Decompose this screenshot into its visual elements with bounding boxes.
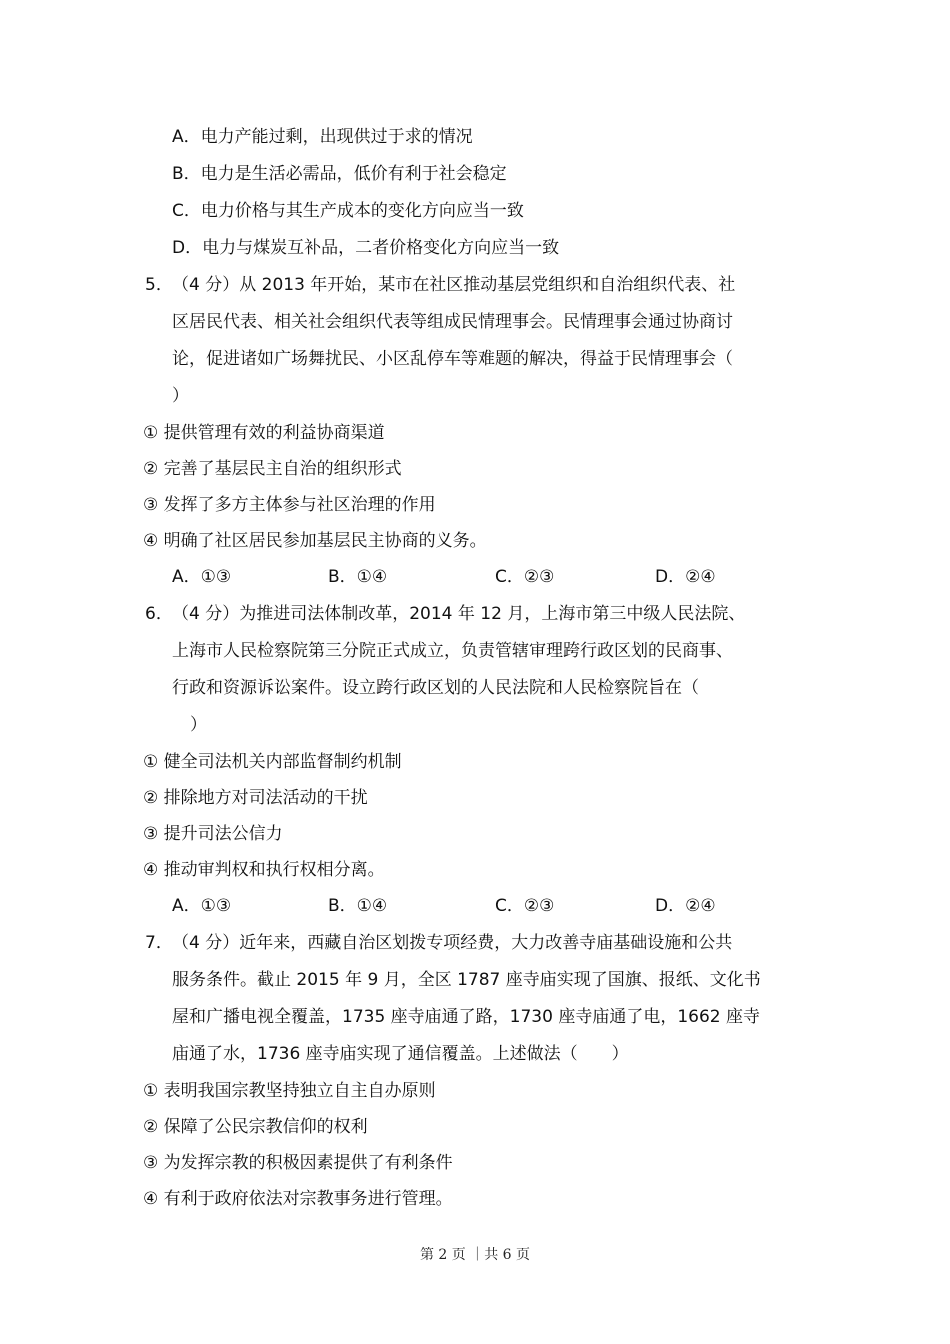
q6-number: 6．	[145, 604, 173, 624]
q4-option-b: B．电力是生活必需品，低价有利于社会稳定	[172, 164, 507, 184]
q5-choice-c: C．②③	[495, 567, 555, 587]
q5-statement-1: ① 提供管理有效的利益协商渠道	[143, 423, 385, 443]
q7-stem-line-2: 服务条件。截止 2015 年 9 月，全区 1787 座寺庙实现了国旗、报纸、文化书	[172, 970, 761, 990]
q6-statement-3: ③ 提升司法公信力	[143, 824, 283, 844]
q5-stem-line-3: 论，促进诸如广场舞扰民、小区乱停车等难题的解决，得益于民情理事会（	[172, 349, 733, 369]
q6-choice-d: D．②④	[655, 896, 716, 916]
q6-stem-line-3: 行政和资源诉讼案件。设立跨行政区划的人民法院和人民检察院旨在（	[172, 678, 699, 698]
q5-stem-line-4: ）	[172, 386, 189, 406]
q5-stem-line-1: （4 分）从 2013 年开始，某市在社区推动基层党组织和自治组织代表、社	[172, 275, 736, 295]
q7-stem-line-4: 庙通了水，1736 座寺庙实现了通信覆盖。上述做法（ ）	[172, 1044, 629, 1064]
q6-stem-line-4: ）	[190, 715, 207, 735]
q5-choice-d: D．②④	[655, 567, 716, 587]
q6-stem-line-1: （4 分）为推进司法体制改革，2014 年 12 月，上海市第三中级人民法院、	[172, 604, 746, 624]
q6-statement-4: ④ 推动审判权和执行权相分离。	[143, 860, 385, 880]
q5-choice-b: B．①④	[328, 567, 388, 587]
page-footer: 第 2 页 ｜共 6 页	[419, 1247, 531, 1263]
q5-stem-line-2: 区居民代表、相关社会组织代表等组成民情理事会。民情理事会通过协商讨	[172, 312, 733, 332]
q5-number: 5．	[145, 275, 173, 295]
q7-number: 7．	[145, 933, 173, 953]
q7-stem-line-3: 屋和广播电视全覆盖，1735 座寺庙通了路，1730 座寺庙通了电，1662 座寺	[172, 1007, 761, 1027]
q6-stem-line-2: 上海市人民检察院第三分院正式成立，负责管辖审理跨行政区划的民商事、	[172, 641, 733, 661]
q6-choice-a: A．①③	[172, 896, 232, 916]
q7-statement-1: ① 表明我国宗教坚持独立自主自办原则	[143, 1081, 436, 1101]
q5-choice-a: A．①③	[172, 567, 232, 587]
q7-statement-4: ④ 有利于政府依法对宗教事务进行管理。	[143, 1189, 453, 1209]
q4-option-a: A．电力产能过剩，出现供过于求的情况	[172, 127, 473, 147]
q5-statement-4: ④ 明确了社区居民参加基层民主协商的义务。	[143, 531, 487, 551]
q6-statement-1: ① 健全司法机关内部监督制约机制	[143, 752, 402, 772]
q6-choice-b: B．①④	[328, 896, 388, 916]
q5-statement-2: ② 完善了基层民主自治的组织形式	[143, 459, 402, 479]
q4-option-d: D．电力与煤炭互补品，二者价格变化方向应当一致	[172, 238, 560, 258]
q6-choice-c: C．②③	[495, 896, 555, 916]
q7-stem-line-1: （4 分）近年来，西藏自治区划拨专项经费，大力改善寺庙基础设施和公共	[172, 933, 733, 953]
q6-statement-2: ② 排除地方对司法活动的干扰	[143, 788, 368, 808]
q4-option-c: C．电力价格与其生产成本的变化方向应当一致	[172, 201, 524, 221]
q5-statement-3: ③ 发挥了多方主体参与社区治理的作用	[143, 495, 436, 515]
q7-statement-2: ② 保障了公民宗教信仰的权利	[143, 1117, 368, 1137]
q7-statement-3: ③ 为发挥宗教的积极因素提供了有利条件	[143, 1153, 453, 1173]
